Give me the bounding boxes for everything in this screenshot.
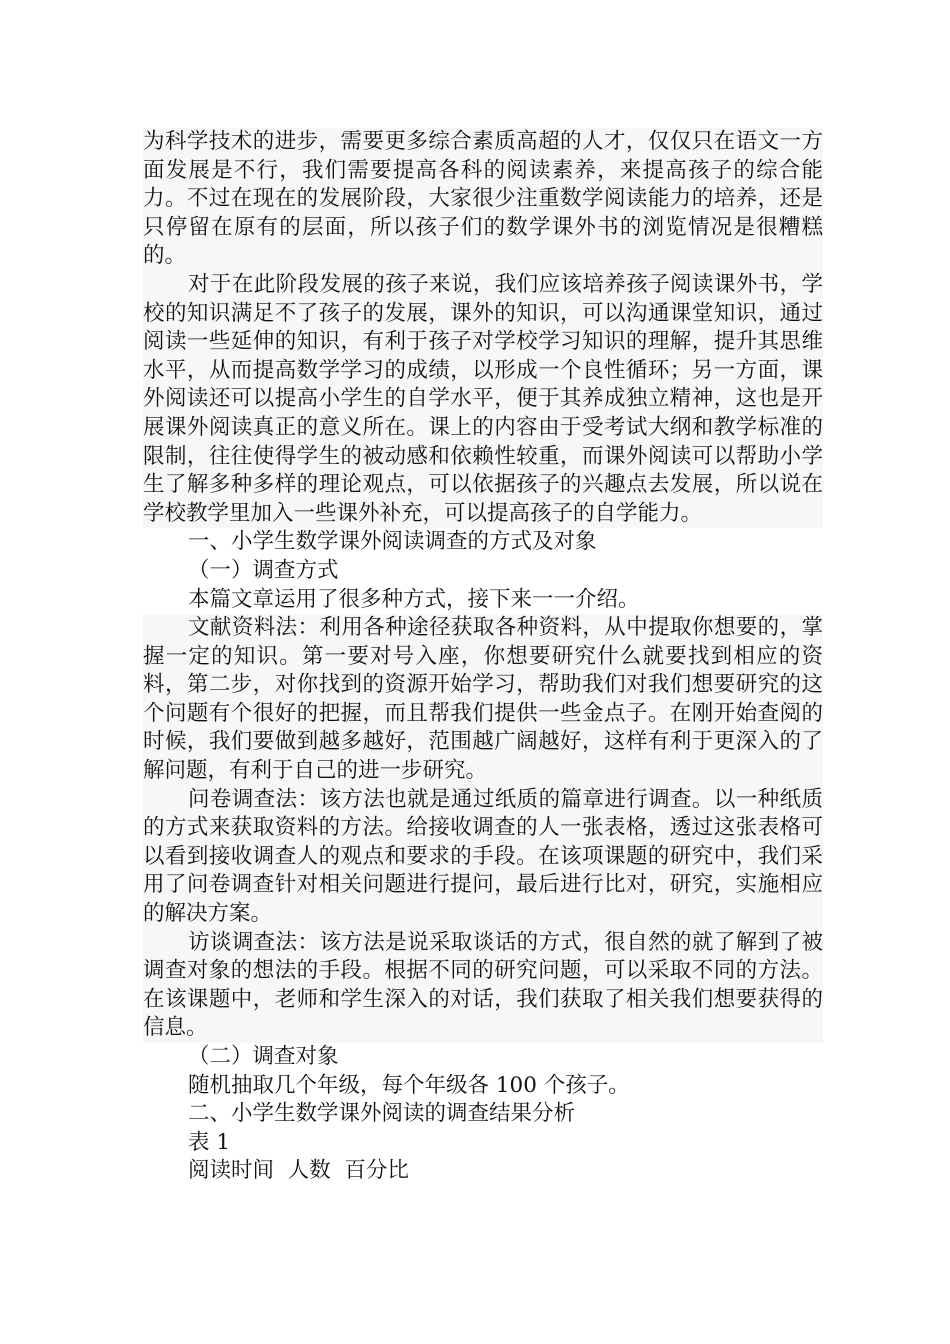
paragraph-interview-method: 访谈调查法：该方法是说采取谈话的方式，很自然的就了解到了被调查对象的想法的手段。根据不同的研究问题，可以采取不同的方法。在该课题中，老师和学生深入的对话，我们获取了相关我们想要获得的信息。 — [143, 929, 823, 1043]
paragraph-literature-method: 文献资料法：利用各种途径获取各种资料，从中提取你想要的，掌握一定的知识。第一要对号入座，你想要研究什么就要找到相应的资料，第二步，对你找到的资源开始学习，帮助我们对我们想要研究的这个问题有个很好的把握，而且帮我们提供一些金点子。在刚开始查阅的时候，我们要做到越多越好，范围越广阔越好，这样有利于更深入的了解问题，有利于自己的进一步研究。 — [143, 614, 823, 786]
table-caption: 表 1 — [188, 1129, 231, 1155]
section-heading-1: 一、小学生数学课外阅读调查的方式及对象 — [188, 529, 597, 555]
table-header-row: 阅读时间 人数 百分比 — [188, 1158, 409, 1184]
section-heading-2: 二、小学生数学课外阅读的调查结果分析 — [188, 1101, 576, 1127]
paragraph-extracurricular-reading: 对于在此阶段发展的孩子来说，我们应该培养孩子阅读课外书，学校的知识满足不了孩子的发展，课外的知识，可以沟通课堂知识，通过阅读一些延伸的知识，有利于孩子对学校学习知识的理解，提升其思维水平，从而提高数学学习的成绩，以形成一个良性循环；另一方面，课外阅读还可以提高小学生的自学水平，便于其养成独立精神，这也是开展课外阅读真正的意义所在。课上的内容由于受考试大纲和教学标准的限制，往往使得学生的被动感和依赖性较重，而课外阅读可以帮助小学生了解多种多样的理论观点，可以依据孩子的兴趣点去发展，所以说在学校教学里加入一些课外补充，可以提高孩子的自学能力。 — [143, 271, 823, 528]
document-body — [143, 128, 823, 1186]
paragraph-subjects: 随机抽取几个年级，每个年级各 100 个孩子。 — [188, 1072, 630, 1098]
subsection-heading-subjects: （二）调查对象 — [188, 1044, 339, 1069]
paragraph-methods-intro: 本篇文章运用了很多种方式，接下来一一介绍。 — [188, 586, 640, 612]
subsection-heading-methods: （一）调查方式 — [188, 557, 339, 583]
paragraph-questionnaire-method: 问卷调查法：该方法也就是通过纸质的篇章进行调查。以一种纸质的方式来获取资料的方法。给接收调查的人一张表格，透过这张表格可以看到接收调查人的观点和要求的手段。在该项课题的研究中，我们采用了问卷调查针对相关问题进行提问，最后进行比对，研究，实施相应的解决方案。 — [143, 786, 823, 929]
paragraph-talent-need: 为科学技术的进步，需要更多综合素质高超的人才，仅仅只在语文一方面发展是不行，我们需要提高各科的阅读素养，来提高孩子的综合能力。不过在现在的发展阶段，大家很少注重数学阅读能力的培养，还是只停留在原有的层面，所以孩子们的数学课外书的浏览情况是很糟糕的。 — [143, 128, 823, 271]
